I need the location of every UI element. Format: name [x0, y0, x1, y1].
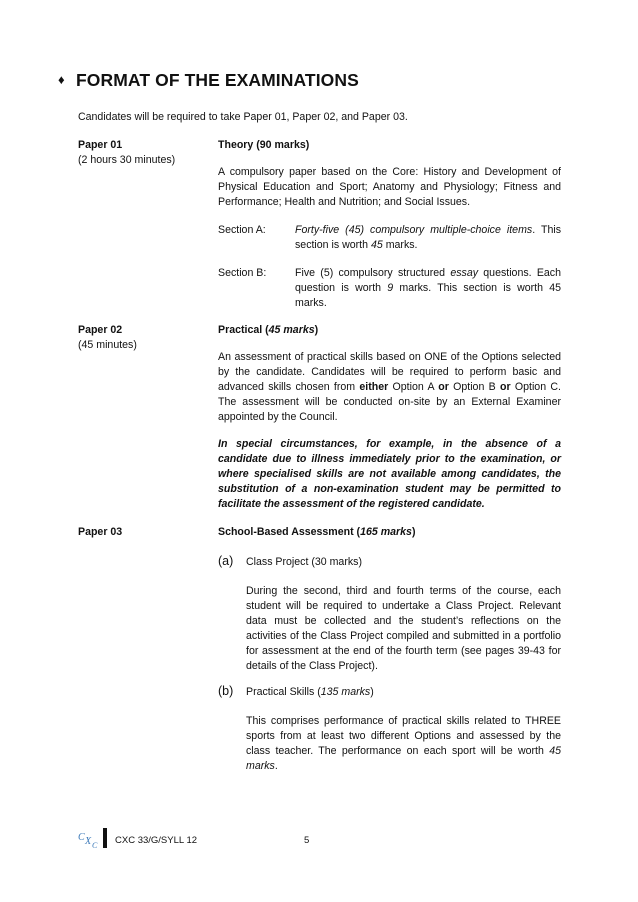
diamond-bullet-icon: ♦ [58, 72, 65, 87]
logo-c2: C [92, 841, 98, 849]
paper01-title: Theory (90 marks) [218, 139, 310, 151]
section-a-text: Forty-five (45) compulsory multiple-choice items. This section is worth 45 marks. [295, 224, 561, 251]
section-a-label: Section A: [218, 224, 266, 236]
section-b-text: Five (5) compulsory structured essay questions. Each question is worth 9 marks. This section is worth 45 marks. [295, 267, 561, 309]
paper02-special-note: In special circumstances, for example, in the absence of a candidate due to illness immediately prior to the examination, or where specialised skills are not available among candidates, the substitution of a non-examination student may be permitted to facilitate the assessment of the registered candidate. [218, 438, 561, 510]
paper01-duration: (2 hours 30 minutes) [78, 154, 176, 166]
logo-c1: C [78, 832, 85, 843]
item-b-letter: (b) [218, 684, 234, 698]
item-a-letter: (a) [218, 554, 234, 568]
section-b-label: Section B: [218, 267, 267, 279]
paper02-title: Practical (45 marks) [218, 324, 319, 336]
item-a-body: During the second, third and fourth terms of the course, each student will be required to undertake a Class Project. Relevant data must be collected and the student’s reflections on the activities of the Class Project compiled and submitted in a portfolio for assessment at the end of the fourth term (see pages 39-43 for details of the Class Project). [246, 585, 561, 672]
paper02-duration: (45 minutes) [78, 339, 137, 351]
paper03-name: Paper 03 [78, 526, 123, 538]
paper02-label [78, 323, 208, 353]
paper02-description: An assessment of practical skills based on ONE of the Options selected by the candidate. Candidates will be required to perform basic and advanced skills chosen from either Option A or Option B or Option C. The assessment will be conducted on-site by an External Examiner appointed by the Council. [218, 351, 561, 423]
page-number: 5 [304, 835, 310, 846]
paper01-name: Paper 01 [78, 139, 123, 151]
paper01-label [78, 138, 208, 168]
footer-divider [103, 828, 107, 848]
logo-x: X [85, 836, 92, 847]
heading-title: FORMAT OF THE EXAMINATIONS [76, 70, 359, 90]
paper03-title: School-Based Assessment (165 marks) [218, 526, 416, 538]
paper01-description: A compulsory paper based on the Core: History and Development of Physical Education and Sport; Anatomy and Physiology; Fitness and Performance; Health and Nutrition; and Social Issues. [218, 166, 561, 208]
intro-text: Candidates will be required to take Paper 01, Paper 02, and Paper 03. [78, 111, 408, 123]
item-b-title: Practical Skills (135 marks) [246, 686, 374, 698]
syllabus-code: CXC 33/G/SYLL 12 [115, 835, 198, 846]
item-b-body: This comprises performance of practical skills related to THREE sports from at least two different Options and assessed by the class teacher. The performance on each sport will be worth 45 marks. [246, 715, 561, 772]
section-heading [58, 70, 359, 91]
paper02-name: Paper 02 [78, 324, 123, 336]
item-a-title: Class Project (30 marks) [246, 556, 362, 568]
